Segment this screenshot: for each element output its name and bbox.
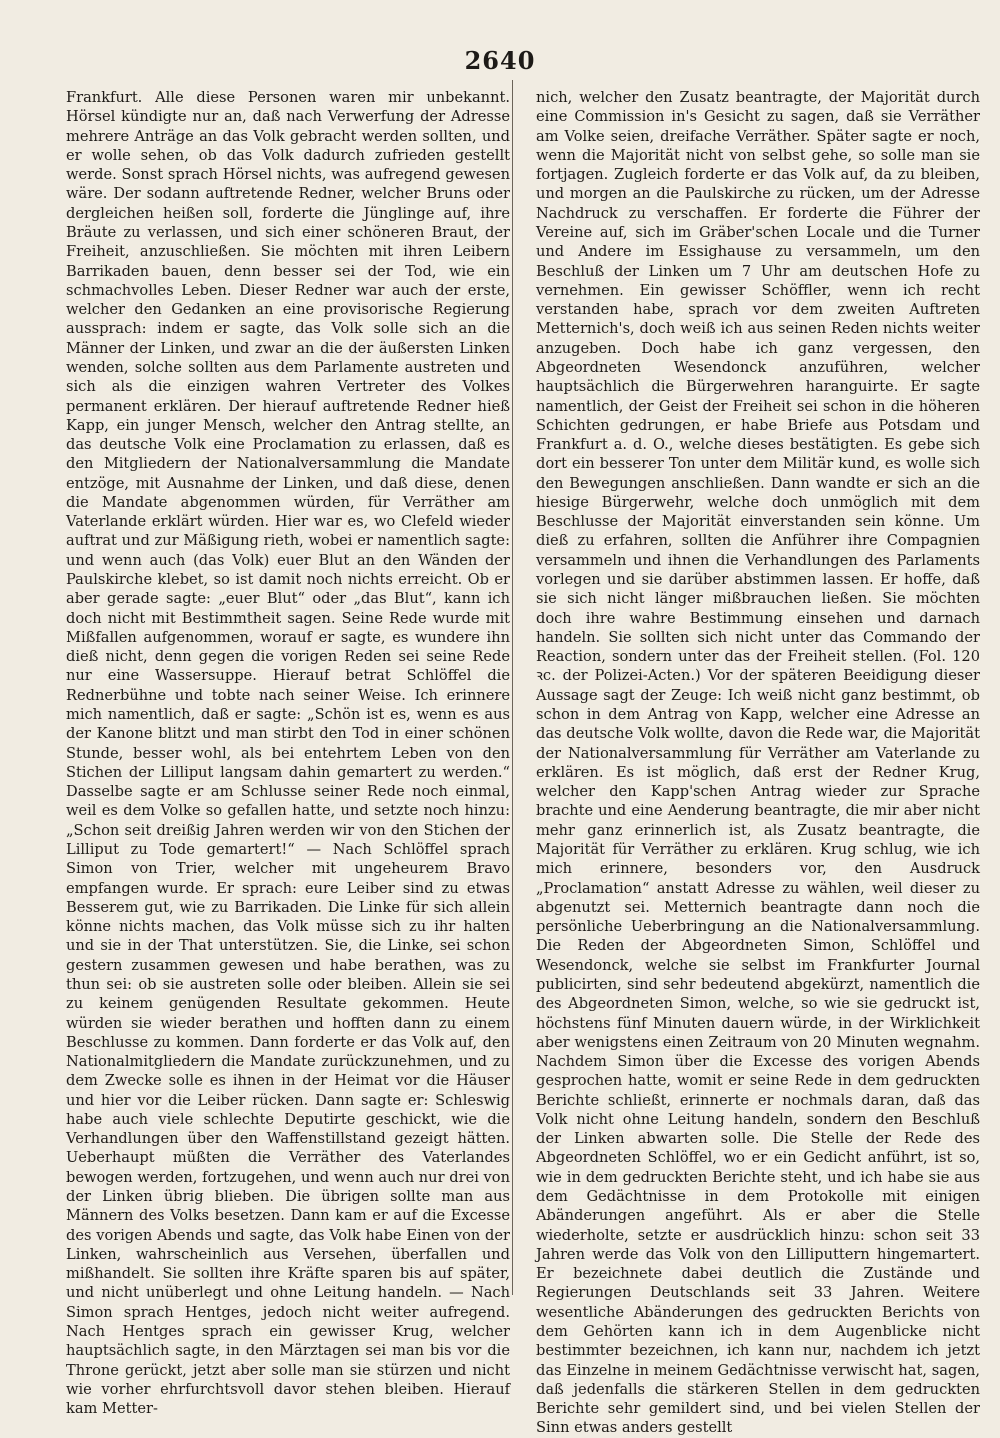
page-number: 2640 xyxy=(464,46,536,75)
right-column-text: nich, welcher den Zusatz beantragte, der Majorität durch eine Commission in's Gesicht zu sagen, daß sie Verräther am Volke seien, dreifache Verräther. Später sagte er noch, wenn die Majorität nicht von selbst gehe, so solle man sie fortjagen. Zugleich forderte er das Volk auf, da zu bleiben, und morgen an die Paulskirche zu rücken, um der Adresse Nachdruck zu verschaffen. Er forderte die Führer der Vereine auf, sich im Gräber'schen Locale und die Turner und Andere im Essighause zu versammeln, um den Beschluß der Linken um 7 Uhr am deutschen Hofe zu vernehmen. Ein gewisser Schöffler, wenn ich recht verstanden habe, sprach vor dem zweiten Auftreten Metternich's, doch weiß ich aus seinen Reden nichts weiter anzugeben. Doch habe ich ganz vergessen, den Abgeordneten Wesendonck anzuführen, welcher hauptsächlich die Bürgerwehren haranguirte. Er sagte namentlich, der Geist der Freiheit sei schon in die höheren Schichten gedrungen, er habe Briefe aus Potsdam und Frankfurt a. d. O., welche dieses bestätigten. Es gebe sich dort ein besserer Ton unter dem Militär kund, es wolle sich den Bewegungen anschließen. Dann wandte er sich an die hiesige Bürgerwehr, welche doch unmöglich mit dem Beschlusse der Majorität einverstanden sein könne. Um dieß zu erfahren, sollten die Anführer ihre Compagnien versammeln und ihnen die Verhandlungen des Parlaments vorlegen und sie darüber abstimmen lassen. Er hoffe, daß sie sich nicht länger mißbrauchen ließen. Sie möchten doch ihre wahre Bestimmung einsehen und darnach handeln. Sie sollten sich nicht unter das Commando der Reaction, sondern unter das der Freiheit stellen. (Fol. 120 ꝛc. der Polizei-Acten.) Vor der späteren Beeidigung dieser Aussage sagt der Zeuge: Ich weiß nicht ganz bestimmt, ob schon in dem Antrag von Kapp, welcher eine Adresse an das deutsche Volk wollte, davon die Rede war, die Majorität der Nationalversammlung für Verräther am Vaterlande zu erklären. Es ist möglich, daß erst der Redner Krug, welcher den Kapp'schen Antrag wieder zur Sprache brachte und eine Aenderung beantragte, die mir aber nicht mehr ganz erinnerlich ist, als Zusatz beantragte, die Majorität für Verräther zu erklären. Krug schlug, wie ich mich erinnere, besonders vor, den Ausdruck „Proclamation“ anstatt Adresse zu wählen, weil dieser zu abgenutzt sei. Metternich beantragte dann noch die persönliche Ueberbringung an die Nationalversammlung. Die Reden der Abgeordneten Simon, Schlöffel und Wesendonck, welche sie selbst im Frankfurter Journal publicirten, sind sehr bedeutend abgekürzt, namentlich die des Abgeordneten Simon, welche, so wie sie gedruckt ist, höchstens fünf Minuten dauern würde, in der Wirklichkeit aber wenigstens einen Zeitraum von 20 Minuten wegnahm. Nachdem Simon über die Excesse des vorigen Abends gesprochen hatte, womit er seine Rede in dem gedruckten Berichte schließt, erinnerte er nochmals daran, daß das Volk nicht ohne Leitung handeln, sondern den Beschluß der Linken abwarten solle. Die Stelle der Rede des Abgeordneten Schlöffel, wo er ein Gedicht anführt, ist so, wie in dem gedruckten Berichte steht, und ich habe sie aus dem Gedächtnisse in dem Protokolle mit einigen Abänderungen angeführt. Als er aber die Stelle wiederholte, setzte er ausdrücklich hinzu: schon seit 33 Jahren werde das Volk von den Lilliputtern hingemartert. Er bezeichnete dabei deutlich die Zustände und Regierungen Deutschlands seit 33 Jahren. Weitere wesentliche Abänderungen des gedruckten Berichts von dem Gehörten kann ich in dem Augenblicke nicht bestimmter bezeichnen, ich kann nur, nachdem ich jetzt das Einzelne in meinem Gedächtnisse verwischt hat, sagen, daß jedenfalls die stärkeren Stellen in dem gedruckten Berichte sehr gemildert sind, und bei vielen Stellen der Sinn etwas anders gestellt xyxy=(536,89,980,1437)
column-rule xyxy=(512,80,513,1295)
left-column xyxy=(66,88,510,1418)
right-column xyxy=(536,88,980,1437)
left-column-text: Frankfurt. Alle diese Personen waren mir unbekannt. Hörsel kündigte nur an, daß nach Verwerfung der Adresse mehrere Anträge an das Volk gebracht werden sollten, und er wolle sehen, ob das Volk dadurch zufrieden gestellt werde. Sonst sprach Hörsel nichts, was aufregend gewesen wäre. Der sodann auftretende Redner, welcher Bruns oder dergleichen heißen soll, forderte die Jünglinge auf, ihre Bräute zu verlassen, und sich einer schöneren Braut, der Freiheit, anzuschließen. Sie möchten mit ihren Leibern Barrikaden bauen, denn besser sei der Tod, wie ein schmachvolles Leben. Dieser Redner war auch der erste, welcher den Gedanken an eine provisorische Regierung aussprach: indem er sagte, das Volk solle sich an die Männer der Linken, und zwar an die der äußersten Linken wenden, solche sollten aus dem Parlamente austreten und sich als die einzigen wahren Vertreter des Volkes permanent erklären. Der hierauf auftretende Redner hieß Kapp, ein junger Mensch, welcher den Antrag stellte, an das deutsche Volk eine Proclamation zu erlassen, daß es den Mitgliedern der Nationalversammlung die Mandate entzöge, mit Ausnahme der Linken, und daß diese, denen die Mandate abgenommen würden, für Verräther am Vaterlande erklärt würden. Hier war es, wo Clefeld wieder auftrat und zur Mäßigung rieth, wobei er namentlich sagte: und wenn auch (das Volk) euer Blut an den Wänden der Paulskirche klebet, so ist damit noch nichts erreicht. Ob er aber gerade sagte: „euer Blut“ oder „das Blut“, kann ich doch nicht mit Bestimmtheit sagen. Seine Rede wurde mit Mißfallen aufgenommen, worauf er sagte, es wundere ihn dieß nicht, denn gegen die vorigen Reden sei seine Rede nur eine Wassersuppe. Hierauf betrat Schlöffel die Rednerbühne und tobte nach seiner Weise. Ich erinnere mich namentlich, daß er sagte: „Schön ist es, wenn es aus der Kanone blitzt und man stirbt den Tod in einer schönen Stunde, besser wohl, als bei entehrtem Leben von den Stichen der Lilliput langsam dahin gemartert zu werden.“ Dasselbe sagte er am Schlusse seiner Rede noch einmal, weil es dem Volke so gefallen hatte, und setzte noch hinzu: „Schon seit dreißig Jahren werden wir von den Stichen der Lilliput zu Tode gemartert!“ — Nach Schlöffel sprach Simon von Trier, welcher mit ungeheurem Bravo empfangen wurde. Er sprach: eure Leiber sind zu etwas Besserem gut, wie zu Barrikaden. Die Linke für sich allein könne nichts machen, das Volk müsse sich zu ihr halten und sie in der That unterstützen. Sie, die Linke, sei schon gestern zusammen gewesen und habe berathen, was zu thun sei: ob sie austreten solle oder bleiben. Allein sie sei zu keinem genügenden Resultate gekommen. Heute würden sie wieder berathen und hofften dann zu einem Beschlusse zu kommen. Dann forderte er das Volk auf, den Nationalmitgliedern die Mandate zurückzunehmen, und zu dem Zwecke solle es ihnen in der Heimat vor die Häuser und hier vor die Leiber rücken. Dann sagte er: Schleswig habe auch viele schlechte Deputirte geschickt, wie die Verhandlungen über den Waffenstillstand gezeigt hätten. Ueberhaupt müßten die Verräther des Vaterlandes bewogen werden, fortzugehen, und wenn auch nur drei von der Linken übrig blieben. Die übrigen sollte man aus Männern des Volks besetzen. Dann kam er auf die Excesse des vorigen Abends und sagte, das Volk habe Einen von der Linken, wahrscheinlich aus Versehen, überfallen und mißhandelt. Sie sollten ihre Kräfte sparen bis auf später, und nicht unüberlegt und ohne Leitung handeln. — Nach Simon sprach Hentges, jedoch nicht weiter aufregend. Nach Hentges sprach ein gewisser Krug, welcher hauptsächlich sagte, in den Märztagen sei man bis vor die Throne gerückt, jetzt aber solle man sie stürzen und nicht wie vorher ehrfurchtsvoll davor stehen bleiben. Hierauf kam Metter- xyxy=(66,89,510,1418)
